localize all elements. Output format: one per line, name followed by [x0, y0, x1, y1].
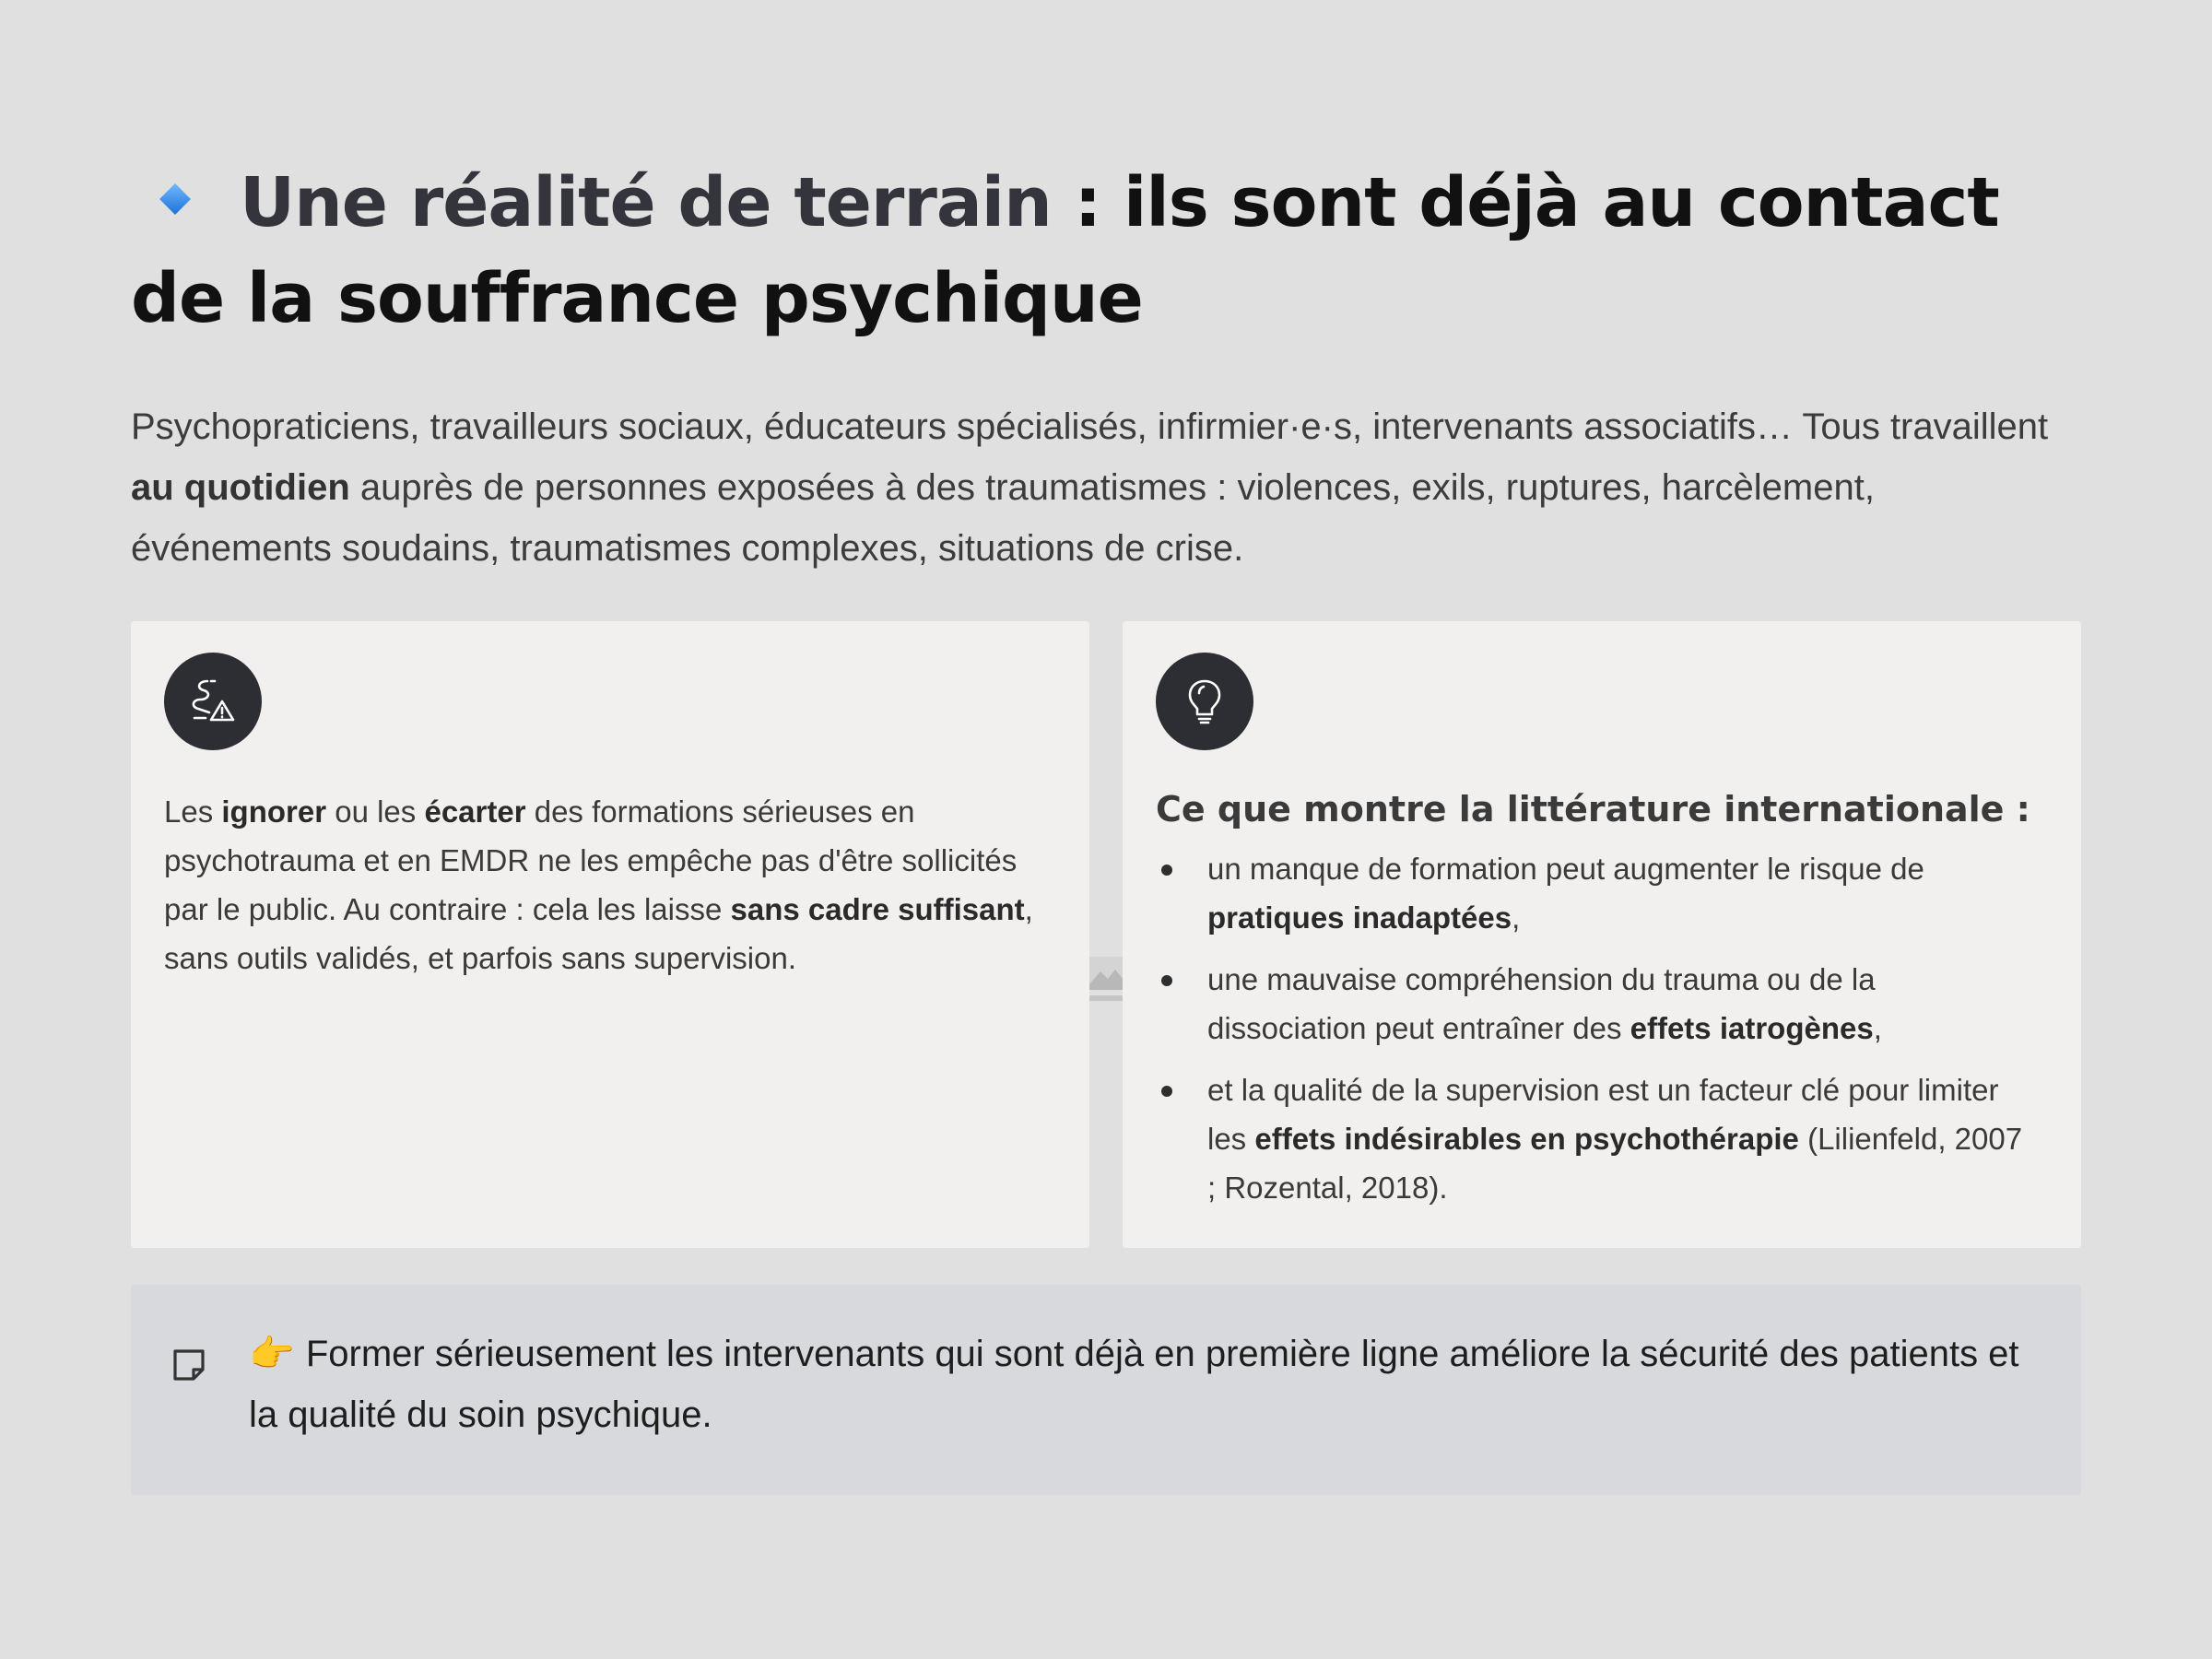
left-card-text: Les ignorer ou les écarter des formations sérieuses en psychotrauma et en EMDR ne les empêche pas d'être sollicités par le public. Au contraire : cela les laisse sans cadre suffisant, sans outils validés, et parfois sans supervision.	[164, 794, 1033, 975]
pointing-hand-icon: 👉	[249, 1334, 295, 1374]
findings-list	[1156, 844, 2048, 1212]
callout-text	[249, 1324, 2044, 1445]
lightbulb-icon	[1156, 653, 1253, 750]
right-card	[1123, 621, 2081, 1248]
intro-text-before: Psychopraticiens, travailleurs sociaux, éducateurs spécialisés, infirmier·e·s, intervenants associatifs… Tous travaillent	[131, 406, 2049, 447]
list-item: une mauvaise compréhension du trauma ou de la dissociation peut entraîner des effets iatrogènes,	[1156, 955, 2037, 1053]
intro-bold: au quotidien	[131, 467, 350, 508]
blue-diamond-icon	[159, 184, 191, 216]
page-title	[131, 155, 2081, 347]
sticky-note-icon	[170, 1346, 208, 1388]
left-card	[131, 621, 1089, 1248]
list-item: un manque de formation peut augmenter le risque de pratiques inadaptées,	[1156, 844, 2037, 942]
right-card-title: Ce que montre la littérature internationale :	[1156, 789, 2030, 830]
list-item: et la qualité de la supervision est un facteur clé pour limiter les effets indésirables en psychothérapie (Lilienfeld, 2007 ; Rozental, 2018).	[1156, 1065, 2037, 1212]
title-main-part: : ils sont déjà au contact de la souffrance psychique	[131, 163, 1999, 338]
winding-road-warning-icon	[164, 653, 262, 750]
cards-row	[131, 621, 2081, 1248]
slide	[131, 155, 2081, 1435]
broken-image-icon	[1089, 951, 1123, 1008]
callout-message: Former sérieusement les intervenants qui sont déjà en première ligne améliore la sécurité des patients et la qualité du soin psychique.	[249, 1334, 2019, 1435]
intro-paragraph	[131, 396, 2057, 579]
title-muted-part: Une réalité de terrain	[240, 163, 1052, 242]
callout-box	[131, 1285, 2081, 1495]
intro-text-after: auprès de personnes exposées à des traumatismes : violences, exils, ruptures, harcèlement, événements soudains, traumatismes complexes, situations de crise.	[131, 467, 1875, 569]
